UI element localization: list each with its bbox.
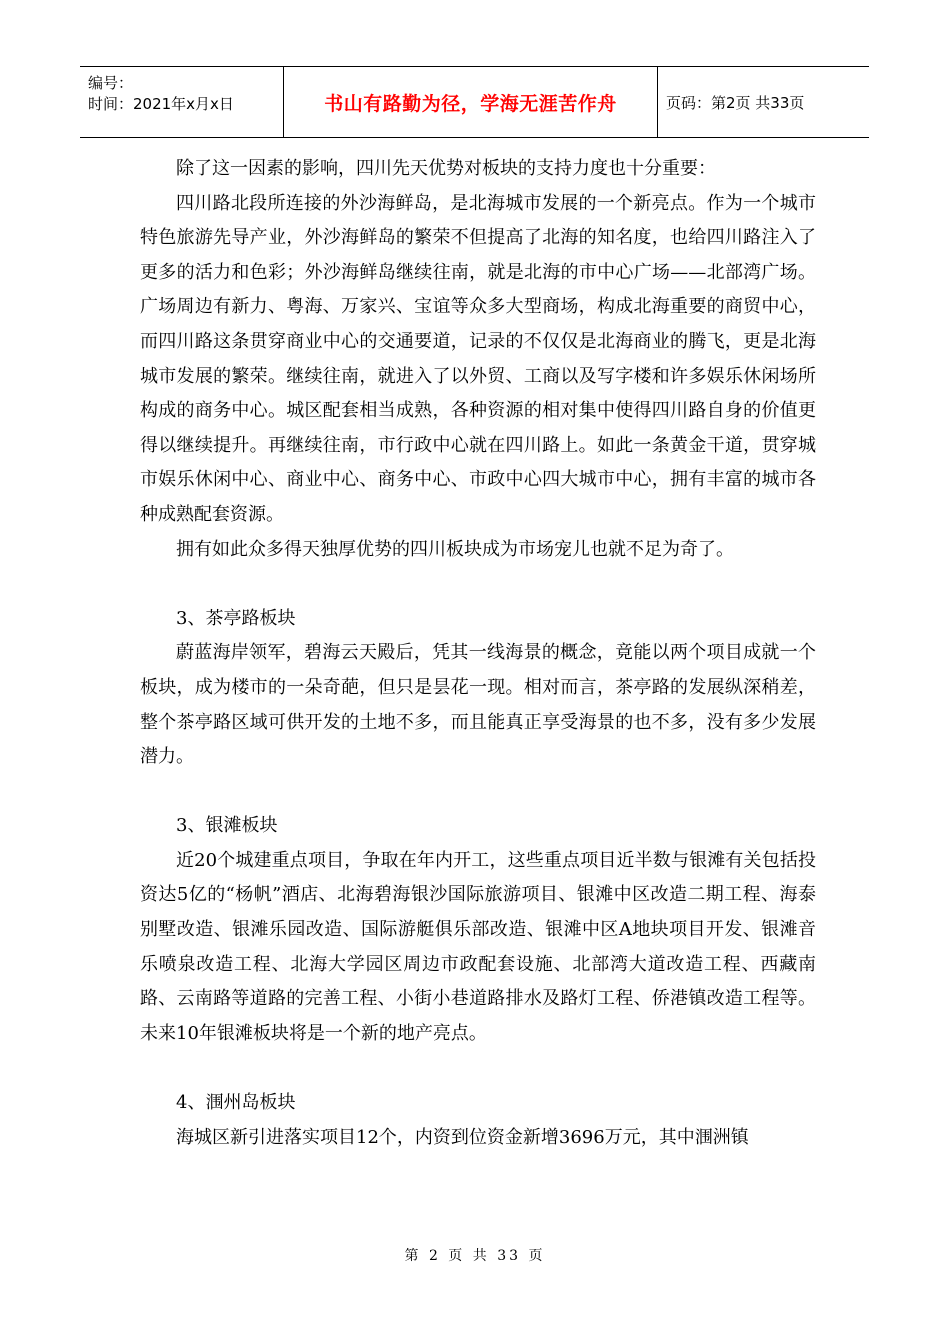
paragraph-chating: 蔚蓝海岸领军，碧海云天殿后，凭其一线海景的概念，竟能以两个项目成就一个板块，成为楼市的一朵奇葩，但只是昙花一现。相对而言，茶亭路的发展纵深稍差，整个茶亭路区域可供开发的土地不多，而且能真正享受海景的也不多，没有多少发展潜力。	[140, 642, 816, 768]
header-motto: 书山有路勤为径，学海无涯苦作舟	[284, 67, 658, 137]
document-header	[80, 66, 869, 138]
header-page-info: 页码：第2页 共33页	[666, 93, 805, 112]
paragraph-yintan: 近20个城建重点项目，争取在年内开工，这些重点项目近半数与银滩有关包括投资达5亿的“杨帆”酒店、北海碧海银沙国际旅游项目、银滩中区改造二期工程、海泰别墅改造、银滩乐园改造、国际游艇俱乐部改造、银滩中区A地块项目开发、银滩音乐喷泉改造工程、北海大学园区周边市政配套设施、北部湾大道改造工程、西藏南路、云南路等道路的完善工程、小街小巷道路排水及路灯工程、侨港镇改造工程等。未来10年银滩板块将是一个新的地产亮点。	[140, 849, 816, 1044]
section-heading-weizhou: 4、涠州岛板块	[176, 1092, 296, 1114]
section-heading-yintan: 3、银滩板块	[176, 815, 278, 837]
section-spacer	[140, 775, 816, 810]
paragraph-sichuan-road: 四川路北段所连接的外沙海鲜岛，是北海城市发展的一个新亮点。作为一个城市特色旅游先导产业，外沙海鲜岛的繁荣不但提高了北海的知名度，也给四川路注入了更多的活力和色彩；外沙海鲜岛继续往南，就是北海的市中心广场——北部湾广场。广场周边有新力、粤海、万家兴、宝谊等众多大型商场，构成北海重要的商贸中心，而四川路这条贯穿商业中心的交通要道，记录的不仅仅是北海商业的腾飞，更是北海城市发展的繁荣。继续往南，就进入了以外贸、工商以及写字楼和许多娱乐休闲场所构成的商务中心。城区配套相当成熟，各种资源的相对集中使得四川路自身的价值更得以继续提升。再继续往南，市行政中心就在四川路上。如此一条黄金干道，贯穿城市娱乐休闲中心、商业中心、商务中心、市政中心四大城市中心，拥有丰富的城市各种成熟配套资源。	[140, 192, 816, 525]
number-label: 编号：	[88, 74, 134, 92]
section-spacer	[140, 1051, 816, 1086]
paragraph-weizhou: 海城区新引进落实项目12个，内资到位资金新增3696万元，其中涠洲镇	[176, 1126, 749, 1148]
section-spacer	[140, 567, 816, 602]
date-label: 时间：2021年x月x日	[88, 95, 234, 113]
header-meta	[80, 67, 284, 137]
page-footer: 第 2 页 共 33 页	[404, 1248, 546, 1264]
paragraph-sichuan-conclusion: 拥有如此众多得天独厚优势的四川板块成为市场宠儿也就不足为奇了。	[176, 538, 734, 560]
document-body	[140, 152, 816, 1155]
section-heading-chating: 3、茶亭路板块	[176, 607, 296, 629]
paragraph-intro: 除了这一因素的影响，四川先天优势对板块的支持力度也十分重要：	[176, 158, 716, 179]
